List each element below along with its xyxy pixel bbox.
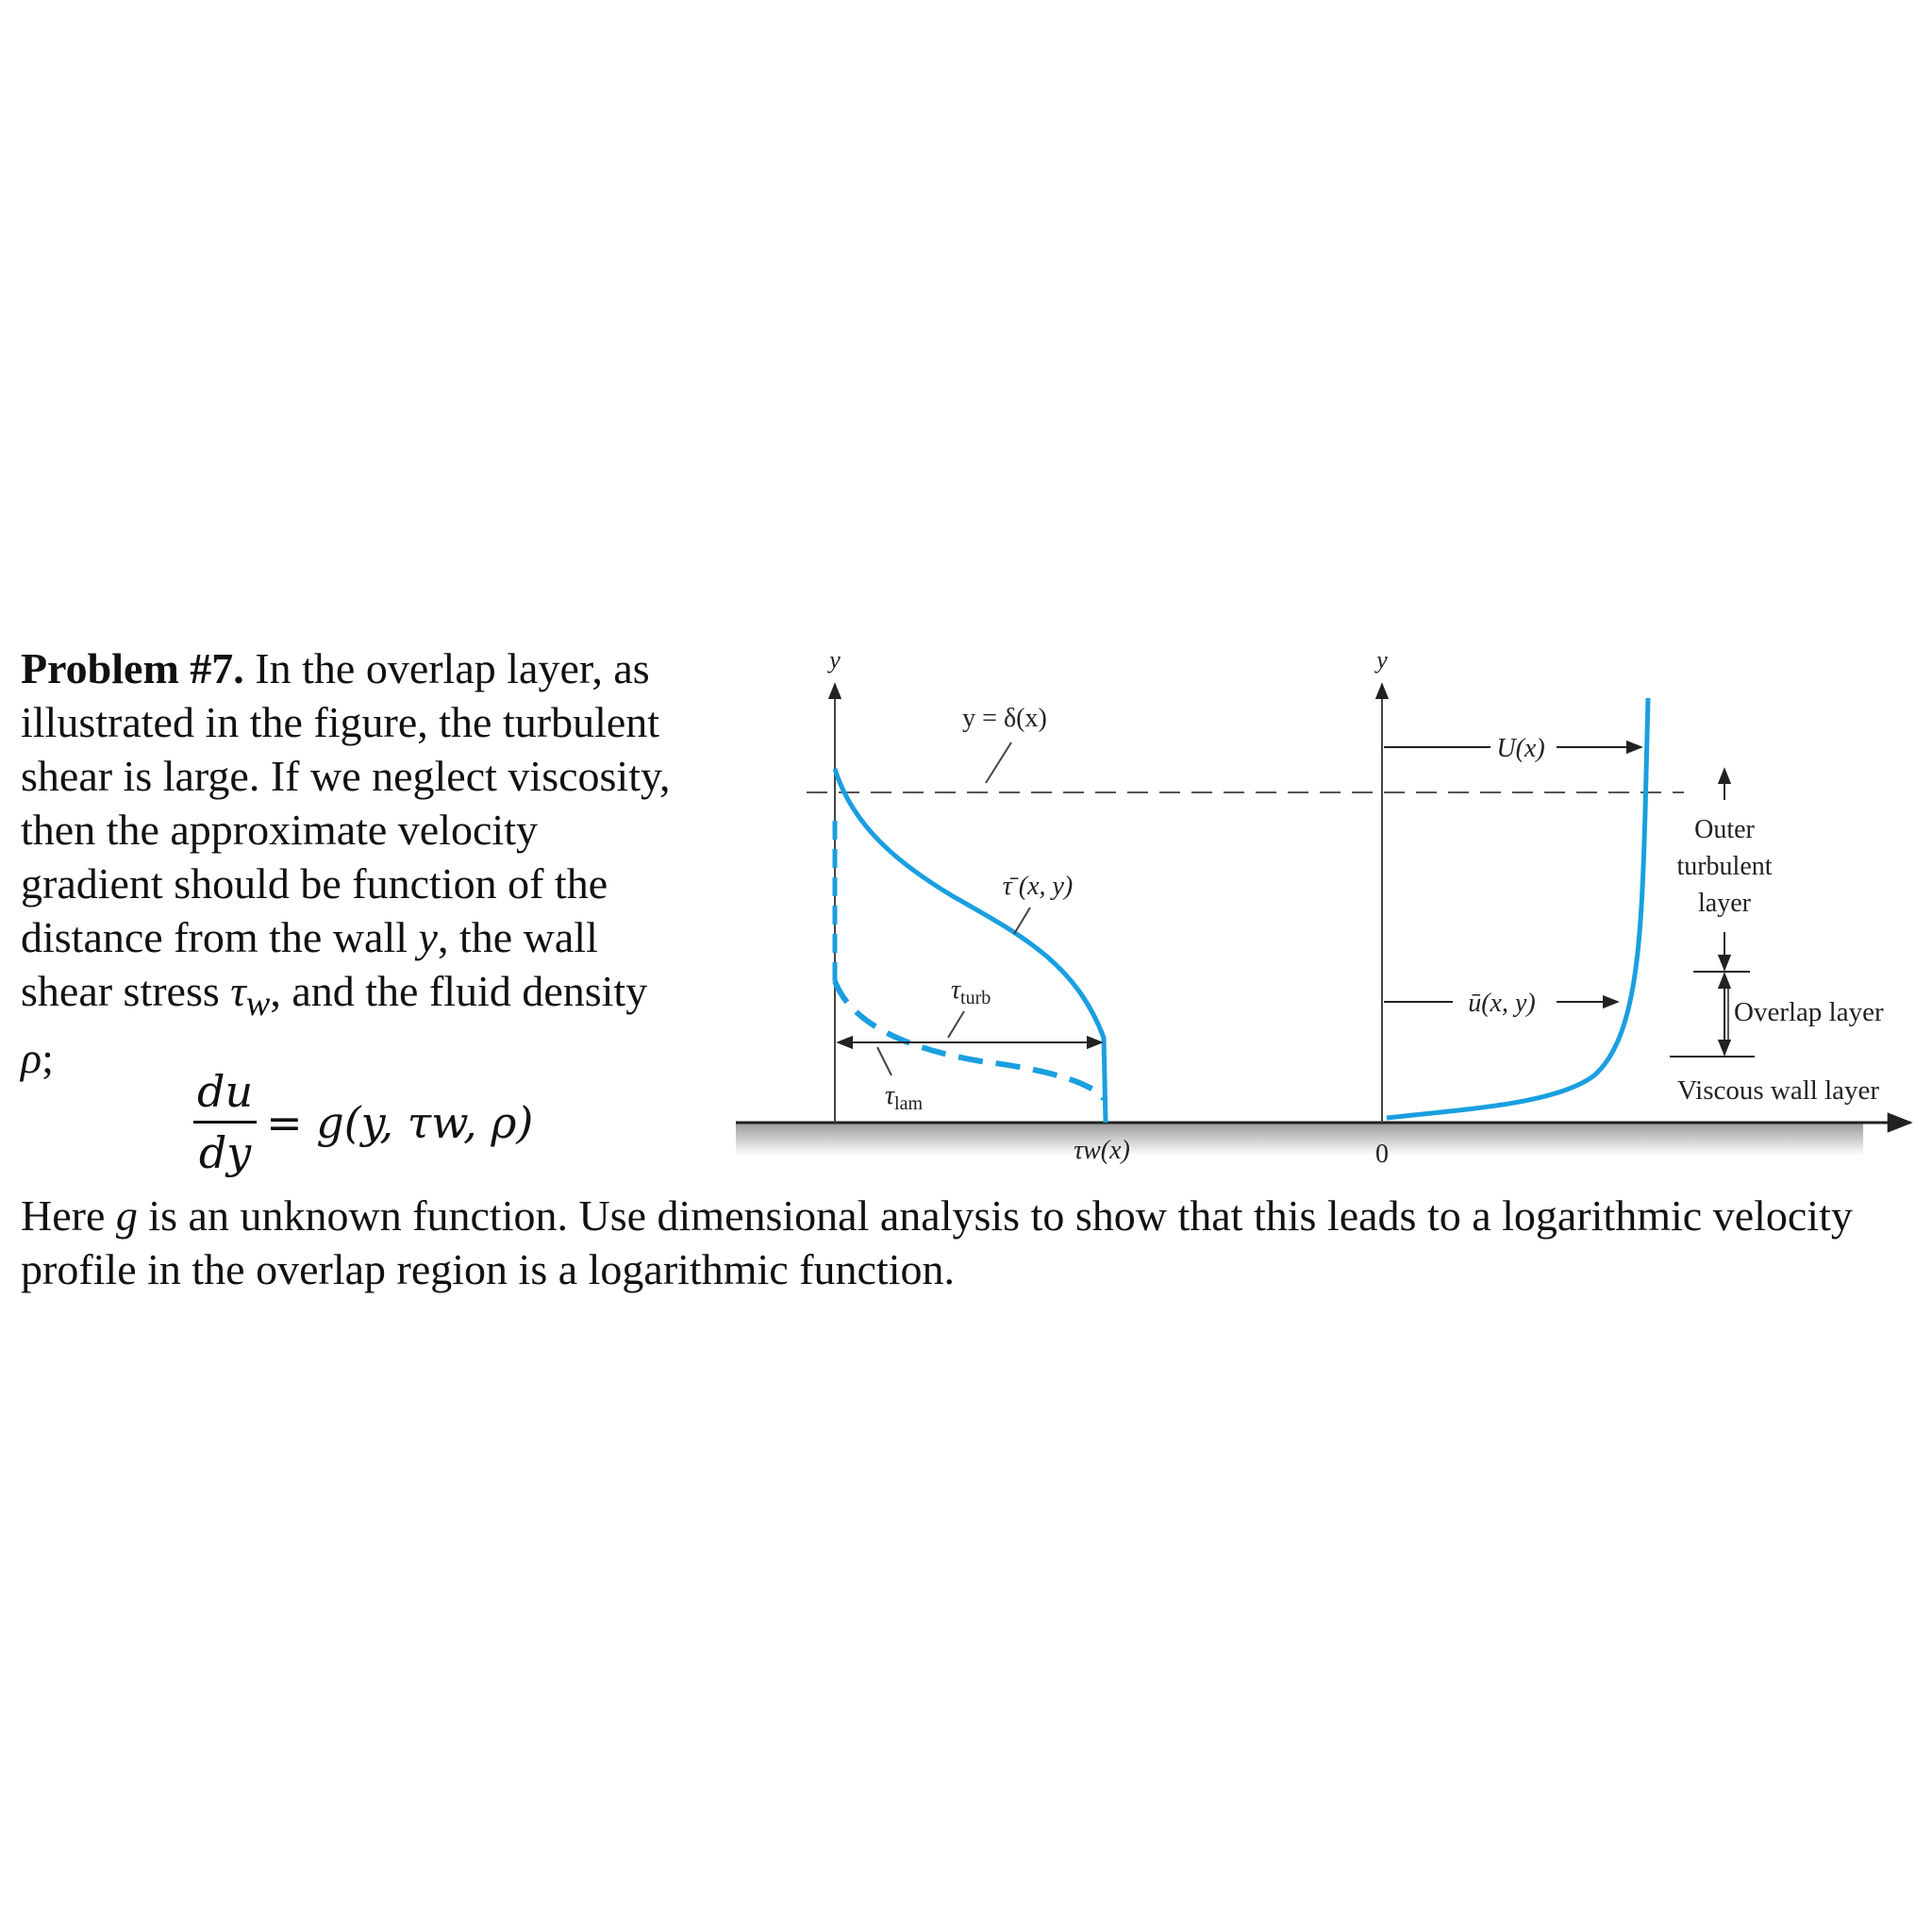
outer-label-line-1: Outer: [1694, 815, 1755, 844]
after-post: is an unknown function. Use dimensional analysis to show that this leads to a logarithmic velocity profile in the overlap region is a logarithmic function.: [21, 1191, 1853, 1293]
var-tau: τ: [230, 967, 246, 1015]
tau-w-label: τw(x): [1074, 1136, 1130, 1165]
fraction-denominator: dy: [198, 1127, 252, 1178]
tau-bar-label: τ̄ (x, y): [1002, 872, 1074, 901]
viscous-wall-layer-label: Viscous wall layer: [1676, 1075, 1880, 1106]
tau-lam-symbol: τ: [885, 1081, 895, 1110]
tau-turb-label: [951, 975, 991, 1008]
tau-turb-symbol: τ: [951, 975, 961, 1005]
overlap-layer-label: Overlap layer: [1734, 997, 1884, 1027]
var-y: y: [418, 913, 438, 961]
outer-label-line-2: turbulent: [1676, 852, 1773, 881]
problem-text-4: ;: [42, 1034, 54, 1083]
tau-lam-subscript: lam: [894, 1093, 924, 1114]
tau-turb-leader: [948, 1011, 964, 1038]
problem-text-1: In the overlap layer, as illustrated in the figure, the turbulent shear is large. If we neglect viscosity, then the approximate velocity gradient should be function of the distance from the wall: [21, 644, 671, 961]
tau-bar-leader: [1014, 908, 1030, 934]
tau-lam-leader: [877, 1047, 891, 1075]
U-label: U(x): [1496, 734, 1545, 763]
tau-lam-label: [885, 1081, 923, 1114]
left-y-axis-label: y: [829, 646, 841, 674]
tau-bar-curve: [835, 769, 1106, 1123]
delta-leader: [986, 742, 1011, 783]
delta-label: y = δ(x): [962, 704, 1047, 733]
after-pre: Here: [21, 1191, 116, 1240]
problem-text-2: , the wall shear stress: [21, 913, 598, 1015]
wall-floor-shading: [736, 1123, 1863, 1156]
right-y-axis-label: y: [1376, 646, 1388, 674]
var-g: g: [115, 1191, 138, 1240]
tau-turb-subscript: turb: [960, 988, 991, 1008]
problem-text-3: , and the fluid density: [270, 967, 648, 1015]
equation-rhs: = g(y, τw, ρ): [266, 1096, 534, 1148]
problem-title: Problem #7.: [21, 644, 244, 692]
origin-zero-label: 0: [1375, 1140, 1389, 1169]
sub-w: w: [245, 984, 271, 1024]
var-rho: ρ: [21, 1034, 42, 1083]
outer-label-line-3: layer: [1698, 889, 1751, 918]
u-bar-label: ū(x, y): [1468, 989, 1536, 1018]
fraction-numerator: du: [197, 1066, 254, 1117]
